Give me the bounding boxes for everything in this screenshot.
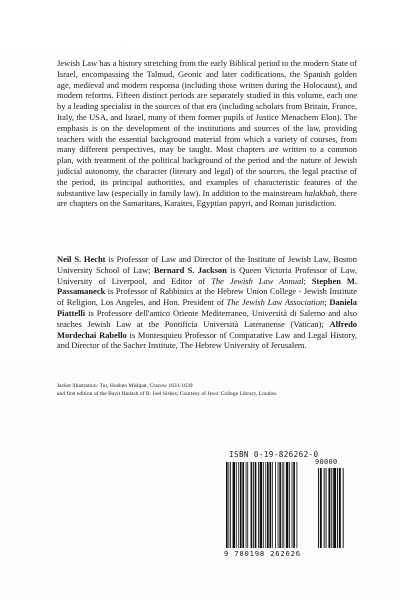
author-name-jackson: Bernard S. Jackson — [153, 264, 227, 275]
barcode-bar — [230, 462, 231, 548]
author-name-hecht: Neil S. Hecht — [57, 254, 106, 264]
author-name-piattelli: Daniela Piattelli — [57, 297, 357, 318]
barcode-bar — [297, 462, 298, 548]
barcode-bar — [258, 462, 259, 548]
publication-title: The Jewish Law Annual — [211, 275, 304, 286]
isbn-label: ISBN 0-19-826262-0 — [229, 450, 319, 459]
jacket-credit-line-1: Jacket illustration: Tur, Hoshen Mishpat, Cracow 1631-1639 — [57, 383, 193, 389]
bio-text: is Professor of Law and Director of the Institute of Jewish Law, Boston University School of Law; — [57, 254, 357, 275]
blurb-halakhah: halakhah — [304, 187, 336, 198]
barcode-bar — [238, 462, 239, 548]
jacket-credit — [57, 383, 357, 398]
description-paragraph — [57, 58, 357, 209]
barcode-bar — [267, 462, 269, 548]
contributors-paragraph — [57, 254, 357, 351]
barcode-bar — [265, 462, 266, 548]
addon-bar — [328, 468, 330, 548]
bio-text: is Queen Victoria Professor of Law, University of Liverpool, and Editor of — [57, 264, 357, 286]
addon-bar — [326, 468, 327, 548]
barcode-bar — [226, 462, 228, 548]
barcode-bar — [279, 462, 281, 548]
blurb-text-1: Jewish Law has a history stretching from the early Biblical period to the modern State of Israel, encompassing the Talmud, Geonic and later codifications, the Spanish golden age, medieval and modern responsa (including those written during the Holocaust), and modern reforms. Fifteen distinct periods are separately studied in this volume, each one by a leading specialist in the sources of that era (including scholars from Britain, France, Italy, the USA, and Israel, many of them former pupils of Justice Menachem Elon). The emphasis is on the development of the institutions and sources of the law, providing teachers with the essential background material from which a variety of courses, from many different perspectives, may be taught. Most chapters are written to a common plan, with treatment of the political background of the period and the nature of Jewish judicial autonomy, the character (literary and legal) of the sources, the legal practise of the period, its principal authorities, and examples of characteristic features of the substantive law (especially in family law). In addition to the mainstream — [57, 58, 357, 198]
barcode-bar — [236, 462, 237, 548]
addon-bar — [337, 468, 338, 548]
addon-bar — [324, 468, 325, 548]
barcode-image — [226, 462, 346, 548]
barcode-bar — [293, 462, 295, 548]
association-title: The Jewish Law Association — [226, 297, 325, 308]
bio-text: is Professor of Rabbinics at the Hebrew Union College - Jewish Institute of Religion, Los Angeles, and Hon. President of — [57, 286, 357, 308]
barcode-bar — [255, 462, 257, 548]
barcode-bar — [263, 462, 264, 548]
bio-text: is Professore dell'antico Oriente Mediterraneo, Università di Salerno and also teaches Jewish Law at the Pontificia Università Lateranense (Vatican); — [57, 307, 357, 329]
bio-text: ; — [324, 297, 330, 308]
barcode-bar — [260, 462, 262, 548]
barcode-bar — [289, 462, 290, 548]
blurb-text-2: , there are chapters on the Samaritans, Karaites, Egyptian papyri, and Roman jurisdiction. — [57, 187, 357, 209]
barcode-bar — [272, 462, 273, 548]
barcode-bar — [233, 462, 235, 548]
barcode-bar — [246, 462, 247, 548]
isbn-barcode-block — [218, 450, 348, 560]
addon-bar — [343, 468, 344, 548]
author-name-passamaneck: Stephen M. Passamaneck — [57, 275, 357, 297]
addon-bar — [339, 468, 341, 548]
barcode-bar — [275, 462, 276, 548]
barcode-bar — [242, 462, 244, 548]
barcode-bar — [247, 462, 248, 548]
addon-bar — [333, 468, 336, 548]
bio-text: is Montesquieu Professor of Comparative Law and Legal History, and Director of the Sacher Institute, The Hebrew University of Jerusalem. — [57, 329, 357, 351]
barcode-bar — [278, 462, 279, 548]
barcode-bar — [283, 462, 284, 548]
barcode-bar — [269, 462, 271, 548]
barcode-bar — [251, 462, 253, 548]
barcode-bar — [240, 462, 242, 548]
barcode-bar — [253, 462, 254, 548]
price-code: 90000 — [315, 458, 338, 466]
addon-bar — [331, 468, 332, 548]
barcode-bar — [228, 462, 229, 548]
addon-bar — [318, 468, 319, 548]
author-name-rabello: Alfredo Mordechai Rabello — [57, 318, 357, 340]
barcode-bar — [282, 462, 283, 548]
ean-number: 9 780198 262626 — [224, 549, 301, 558]
jacket-credit-line-2: and first edition of the Bayit Hadash of R. Joel Sirkes; Courtesy of Jews' College Library, London. — [57, 390, 278, 397]
barcode-bar — [292, 462, 293, 548]
addon-bar — [320, 468, 322, 548]
barcode-bar — [286, 462, 288, 548]
bio-text: ; — [303, 275, 312, 286]
